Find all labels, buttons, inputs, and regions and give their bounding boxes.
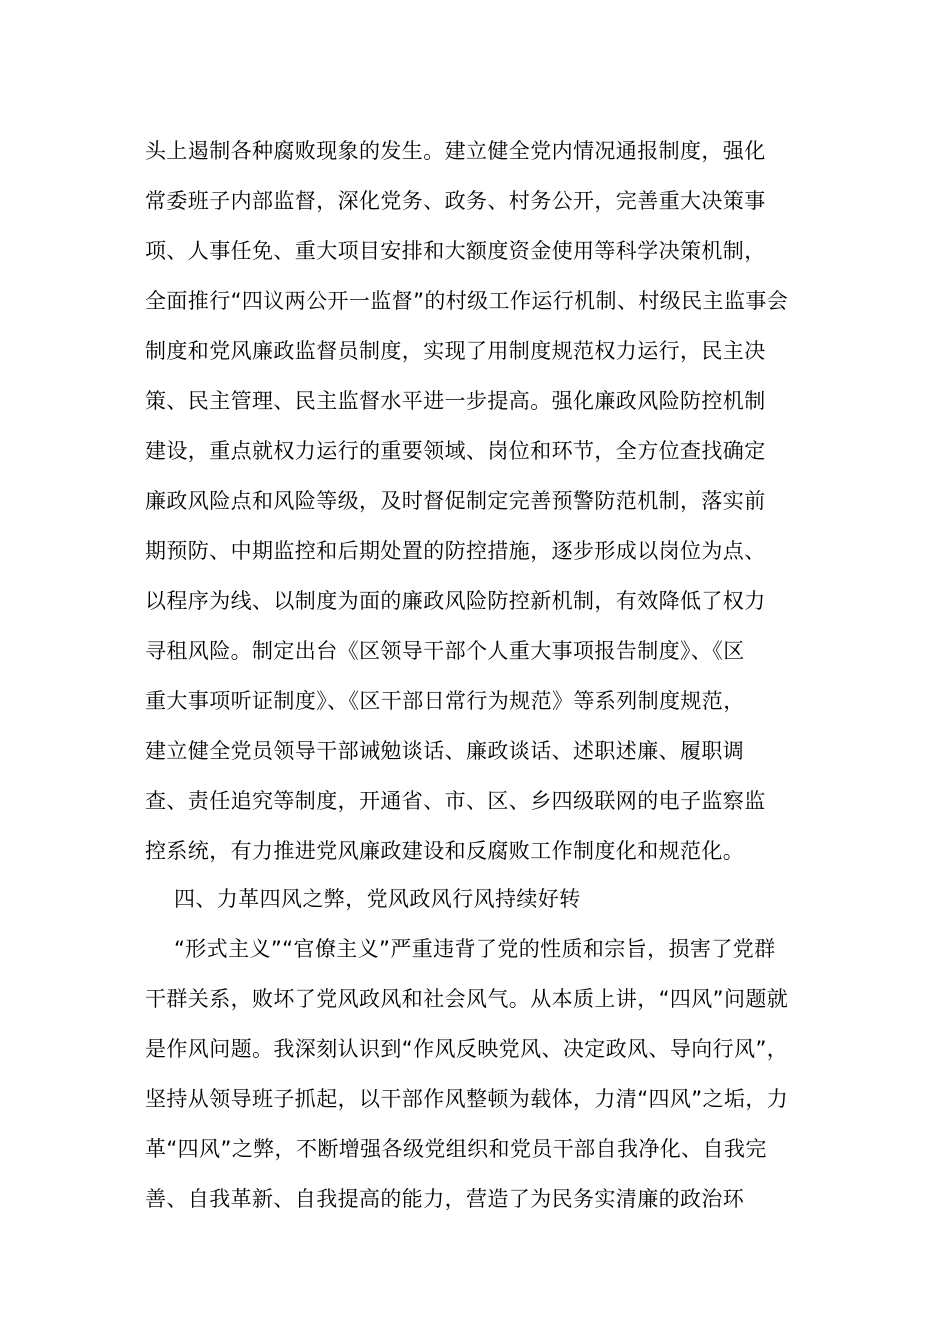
text-line: 坚持从领导班子抓起，以干部作风整顿为载体，力清“四风”之垢，力 — [145, 1087, 789, 1111]
text-line: 革“四风”之弊，不断增强各级党组织和党员干部自我净化、自我完 — [145, 1137, 767, 1161]
text-line: 廉政风险点和风险等级，及时督促制定完善预警防范机制，落实前 — [145, 489, 766, 513]
section-heading: 四、力革四风之弊，党风政风行风持续好转 — [174, 887, 581, 911]
text-line: 查、责任追究等制度，开通省、市、区、乡四级联网的电子监察监 — [145, 789, 766, 813]
text-line: 干群关系，败坏了党风政风和社会风气。从本质上讲，“四风”问题就 — [145, 987, 789, 1011]
text-line: 期预防、中期监控和后期处置的防控措施，逐步形成以岗位为点、 — [145, 539, 766, 563]
text-line: “形式主义”“官僚主义”严重违背了党的性质和宗旨，损害了党群 — [174, 937, 776, 961]
text-line: 全面推行“四议两公开一监督”的村级工作运行机制、村级民主监事会 — [145, 289, 789, 313]
text-line: 寻租风险。制定出台《区领导干部个人重大事项报告制度》、《区 — [145, 639, 745, 663]
text-line: 重大事项听证制度》、《区干部日常行为规范》等系列制度规范， — [145, 689, 745, 713]
text-line: 常委班子内部监督，深化党务、政务、村务公开，完善重大决策事 — [145, 189, 766, 213]
text-line: 建设，重点就权力运行的重要领域、岗位和环节，全方位查找确定 — [145, 439, 766, 463]
text-line: 制度和党风廉政监督员制度，实现了用制度规范权力运行，民主决 — [145, 339, 766, 363]
text-line: 是作风问题。我深刻认识到“作风反映党风、决定政风、导向行风”， — [145, 1037, 789, 1061]
text-line: 控系统，有力推进党风廉政建设和反腐败工作制度化和规范化。 — [145, 839, 745, 863]
text-line: 善、自我革新、自我提高的能力，营造了为民务实清廉的政治环 — [145, 1187, 745, 1211]
text-line: 项、人事任免、重大项目安排和大额度资金使用等科学决策机制， — [145, 239, 766, 263]
text-line: 以程序为线、以制度为面的廉政风险防控新机制，有效降低了权力 — [145, 589, 766, 613]
text-line: 策、民主管理、民主监督水平进一步提高。强化廉政风险防控机制 — [145, 389, 766, 413]
text-line: 头上遏制各种腐败现象的发生。建立健全党内情况通报制度，强化 — [145, 139, 766, 163]
text-line: 建立健全党员领导干部诫勉谈话、廉政谈话、述职述廉、履职调 — [145, 739, 745, 763]
